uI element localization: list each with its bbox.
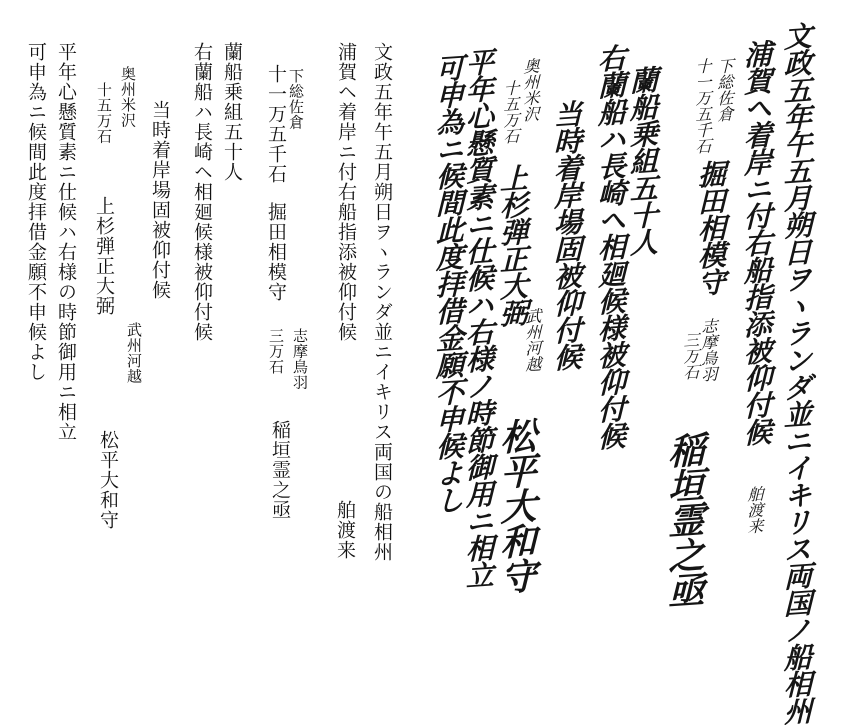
manuscript-small-hakutorai: 舶渡来 (745, 485, 764, 535)
manuscript-line-kashi: 可申為ニ候間此度拝借金願不申候よし (432, 52, 465, 515)
transcription-line-kashi: 可申為ニ候間此度拝借金願不申候よし (25, 42, 47, 382)
manuscript-lord-uesugi: 上杉弾正大弼 (496, 162, 529, 328)
manuscript-signature-matsudaira: 松平大和守 (495, 416, 537, 595)
transcription-line-ranto: 蘭船乗組五十人 (221, 42, 243, 182)
domain-lord-inagaki: 稲垣霊之亟 (269, 420, 291, 520)
domain-koku-sakura: 十一万五千石 (265, 64, 287, 184)
manuscript-signature-inagaki: 稲垣霊之亟 (663, 430, 705, 609)
manuscript-line-1: 文政五年午五月朔日ヲヽランダ並ニイキリス両国ノ船相州 (780, 20, 813, 725)
manuscript-place-sakura: 下総佐倉 (715, 57, 734, 123)
domain-place-yonezawa: 奥州米沢 (119, 66, 137, 128)
domain-koku-yonezawa: 十五万石 (95, 82, 113, 144)
manuscript-lord-hotta: 掘田相模守 (694, 158, 727, 297)
transcription-line-uraga: 浦賀ヘ着岸ニ付右船指添被仰付候 (335, 42, 357, 342)
manuscript-image (432, 0, 844, 725)
manuscript-place-toba: 志摩鳥羽 (699, 317, 718, 383)
manuscript-koku-sakura: 十一万五千石 (693, 57, 712, 155)
domain-place-toba: 志摩鳥羽 (291, 328, 309, 390)
transcription-panel (0, 0, 430, 616)
domain-place-sakura: 下総佐倉 (287, 68, 305, 130)
domain-place-kawagoe: 武州河越 (125, 322, 143, 384)
manuscript-place-kawagoe: 武州河越 (523, 307, 542, 373)
manuscript-line-ranto: 蘭船乗組五十人 (626, 64, 659, 257)
domain-lord-hotta: 掘田相模守 (265, 202, 287, 302)
manuscript-line-chakugan: 当時着岸場固被仰付候 (550, 98, 583, 372)
manuscript-koku-toba: 三万石 (681, 331, 700, 381)
transcription-line-nagasaki: 右蘭船ハ長崎ヘ相廻候様被仰付候 (191, 42, 213, 342)
manuscript-line-2: 浦賀ヘ着岸ニ付右船指添被仰付候 (740, 38, 773, 447)
domain-lord-uesugi: 上杉弾正大弼 (93, 196, 115, 316)
manuscript-place-yonezawa: 奥州米沢 (521, 57, 540, 123)
manuscript-line-heinen: 平年心懸質素ニ仕候ハ右様ノ時節御用ニ相立 (462, 46, 495, 590)
transcription-line-chakugan: 当時着岸場固被仰付候 (149, 100, 171, 300)
manuscript-koku-yonezawa: 十五万石 (501, 79, 520, 145)
transcription-line-heinen: 平年心懸質素ニ仕候ハ右様の時節御用ニ相立 (55, 42, 77, 442)
domain-lord-matsudaira: 松平大和守 (97, 430, 119, 530)
manuscript-line-nagasaki: 右蘭船ハ長崎ヘ相廻候様被仰付候 (594, 42, 627, 451)
domain-koku-toba: 三万石 (267, 328, 285, 375)
transcription-line-date: 文政五年午五月朔日ヲヽランダ並ニイキリス両国の船相州 (371, 42, 393, 562)
transcription-note-hakutorai: 舶渡来 (334, 500, 356, 560)
